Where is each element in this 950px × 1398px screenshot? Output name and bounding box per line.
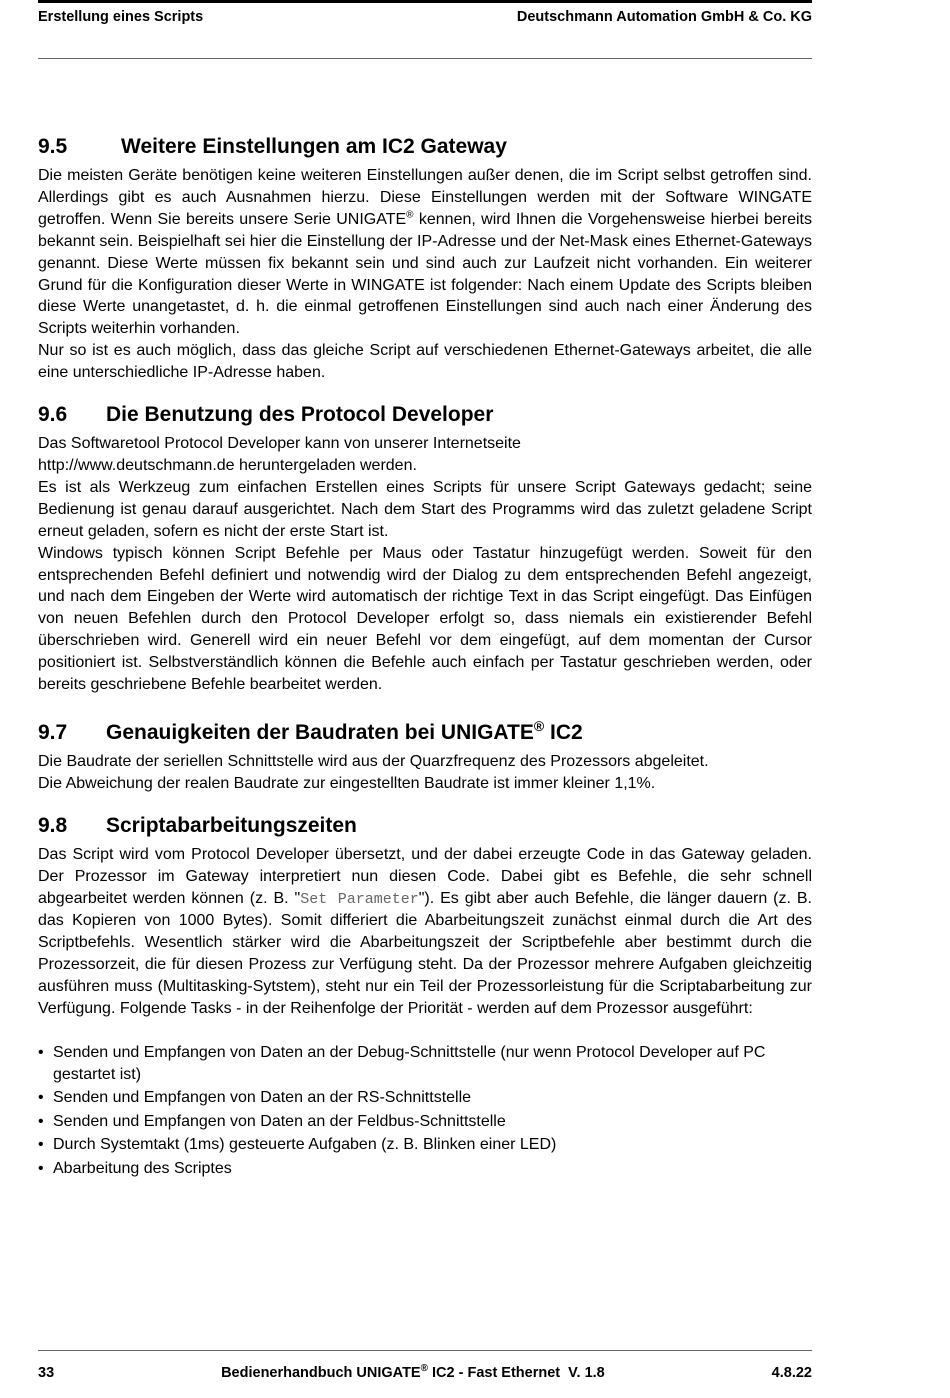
registered-mark: ® bbox=[406, 209, 414, 221]
section-title-part: IC2 bbox=[544, 720, 583, 744]
bullet-icon: • bbox=[38, 1112, 44, 1130]
registered-mark: ® bbox=[533, 717, 545, 734]
page-header bbox=[38, 9, 812, 25]
bullet-icon: • bbox=[38, 1089, 44, 1107]
paragraph: Windows typisch können Script Befehle per Maus oder Tastatur hinzugefügt werden. Soweit für den entsprechenden Befehl definiert und notwendig wird der Dialog zu dem entsprechenden Befehl angezeigt, und nach dem Eingeben der Werte wird automatisch der richtige Text in das Script eingefügt. Das Einfügen von neuen Befehlen durch den Protocol Developer erfolgt so, dass niemals ein existierender Befehl überschrieben wird. Generell wird ein neuer Befehl vor dem eingefügt, auf dem momentan der Cursor positioniert ist. Selbstverständlich können die Befehle auch einfach per Tastatur geschrieben werden, oder bereits geschriebene Befehle bearbeitet werden. bbox=[38, 544, 812, 694]
list-item bbox=[38, 1134, 812, 1156]
paragraph-text: kennen, wird Ihnen die Vorgehensweise hierbei bereits bekannt sein. Beispielhaft sei hier die Einstellung der IP-Adresse und der Net-Mask eines Ethernet-Gateways genannt. Diese Werte müssen fix bekannt sein und sind auch zur Laufzeit nicht vorhanden. Ein weiterer Grund für die Konfiguration dieser Werte in WINGATE ist folgender: Nach einem Update des Scripts bleiben diese Werte unangetastet, d. h. die einmal getroffenen Einstellungen sind auch nach einer Änderung des Scripts weiterhin vorhanden. bbox=[38, 210, 813, 338]
paragraph bbox=[38, 844, 812, 1020]
section-heading bbox=[38, 811, 812, 841]
section-9-8 bbox=[38, 811, 812, 1180]
list-item-text: Senden und Empfangen von Daten an der RS-Schnittstelle bbox=[53, 1089, 472, 1107]
section-title: Die Benutzung des Protocol Developer bbox=[106, 403, 494, 427]
section-9-6 bbox=[38, 400, 812, 696]
list-item-text: Durch Systemtakt (1ms) gesteuerte Aufgaben (z. B. Blinken einer LED) bbox=[53, 1136, 557, 1154]
list-item-text: Senden und Empfangen von Daten an der Feldbus-Schnittstelle bbox=[53, 1112, 506, 1130]
footer-title-part: Bedienerhandbuch UNIGATE bbox=[221, 1365, 421, 1381]
paragraph: Die Baudrate der seriellen Schnittstelle wird aus der Quarzfrequenz des Prozessors abgeleitet. bbox=[38, 752, 709, 770]
list-item-text: Abarbeitung des Scriptes bbox=[53, 1159, 232, 1177]
page-content bbox=[38, 132, 812, 1181]
section-title: Weitere Einstellungen am IC2 Gateway bbox=[121, 135, 507, 158]
section-title: Scriptabarbeitungszeiten bbox=[106, 813, 357, 837]
footer-title-part: IC2 - Fast Ethernet V. 1.8 bbox=[427, 1365, 605, 1381]
top-rule bbox=[38, 0, 812, 3]
document-page bbox=[38, 0, 812, 1398]
registered-mark: ® bbox=[420, 1363, 428, 1375]
section-heading bbox=[38, 718, 812, 748]
code-snippet: Set Parameter bbox=[300, 890, 419, 908]
section-number: 9.8 bbox=[38, 813, 68, 837]
list-item bbox=[38, 1087, 812, 1109]
section-9-5 bbox=[38, 132, 812, 384]
section-number: 9.5 bbox=[38, 135, 68, 158]
footer-rule bbox=[38, 1350, 812, 1351]
section-9-7 bbox=[38, 718, 812, 795]
section-title-part: Genauigkeiten der Baudraten bei UNIGATE bbox=[106, 720, 534, 744]
section-heading bbox=[38, 400, 812, 430]
list-item bbox=[38, 1042, 812, 1086]
section-number: 9.7 bbox=[38, 720, 68, 744]
task-list bbox=[38, 1042, 812, 1180]
paragraph: Das Softwaretool Protocol Developer kann von unserer Internetseite bbox=[38, 435, 521, 453]
header-rule bbox=[38, 58, 812, 59]
header-company: Deutschmann Automation GmbH & Co. KG bbox=[516, 9, 812, 25]
page-number: 33 bbox=[38, 1365, 55, 1381]
footer-title bbox=[221, 1365, 605, 1381]
bullet-icon: • bbox=[38, 1044, 44, 1061]
url-paragraph: http://www.deutschmann.de heruntergeladen werden. bbox=[38, 456, 417, 474]
list-item bbox=[38, 1111, 812, 1133]
paragraph bbox=[38, 165, 812, 340]
paragraph: Die Abweichung der realen Baudrate zur eingestellten Baudrate ist immer kleiner 1,1%. bbox=[38, 774, 656, 792]
paragraph-text: "). Es gibt aber auch Befehle, die länger dauern (z. B. das Kopieren von 1000 Bytes). Somit differiert die Abarbeitungszeit zunächst einmal durch die Art des Scriptbefehls. Wesentlich stärker wird die Abarbeitungszeit der Scriptbefehle aber bestimmt durch die Prozessorzeit, die für diesen Prozess zur Verfügung steht. Da der Prozessor mehrere Aufgaben gleichzeitig ausführen muss (Multitasking-Sytstem), steht nur ein Teil der Prozessorleistung für die Scriptabarbeitung zur Verfügung. Folgende Tasks - in der Reihenfolge der Priorität - werden auf dem Prozessor ausgeführt: bbox=[38, 889, 812, 1018]
section-title bbox=[106, 718, 583, 748]
paragraph-text: Die meisten Geräte benötigen keine weiteren Einstellungen außer denen, die im Script selbst getroffen sind. Allerdings gibt es auch Ausnahmen hierzu. Diese Einstellungen werden mit der Software WINGATE getroffen. Wenn Sie bereits unsere Serie UNIGATE bbox=[38, 167, 812, 228]
header-chapter: Erstellung eines Scripts bbox=[38, 9, 204, 25]
page-footer bbox=[38, 1365, 812, 1381]
section-number: 9.6 bbox=[38, 403, 68, 427]
paragraph: Nur so ist es auch möglich, dass das gleiche Script auf verschiedenen Ethernet-Gateways arbeitet, die alle eine unterschiedliche IP-Adresse haben. bbox=[38, 342, 812, 382]
paragraph: Es ist als Werkzeug zum einfachen Erstellen eines Scripts für unsere Script Gateways gedacht; seine Bedienung ist genau darauf ausgerichtet. Nach dem Start des Programms wird das zuletzt geladene Script erneut geladen, sofern es nicht der erste Start ist. bbox=[38, 478, 812, 540]
paragraph-text: Das Script wird vom Protocol Developer übersetzt, und der dabei erzeugte Code in das Gateway geladen. Der Prozessor im Gateway interpretiert nun diesen Code. Dabei gibt es Befehle, die sehr schnell abgearbeitet werden können (z. B. " bbox=[38, 845, 812, 907]
bullet-icon: • bbox=[38, 1159, 44, 1177]
list-item bbox=[38, 1158, 812, 1180]
section-heading bbox=[38, 132, 812, 162]
bullet-icon: • bbox=[38, 1136, 44, 1154]
list-item-text: Senden und Empfangen von Daten an der Debug-Schnittstelle (nur wenn Protocol Developer auf PC gestartet ist) bbox=[53, 1044, 766, 1083]
footer-date: 4.8.22 bbox=[771, 1365, 812, 1381]
